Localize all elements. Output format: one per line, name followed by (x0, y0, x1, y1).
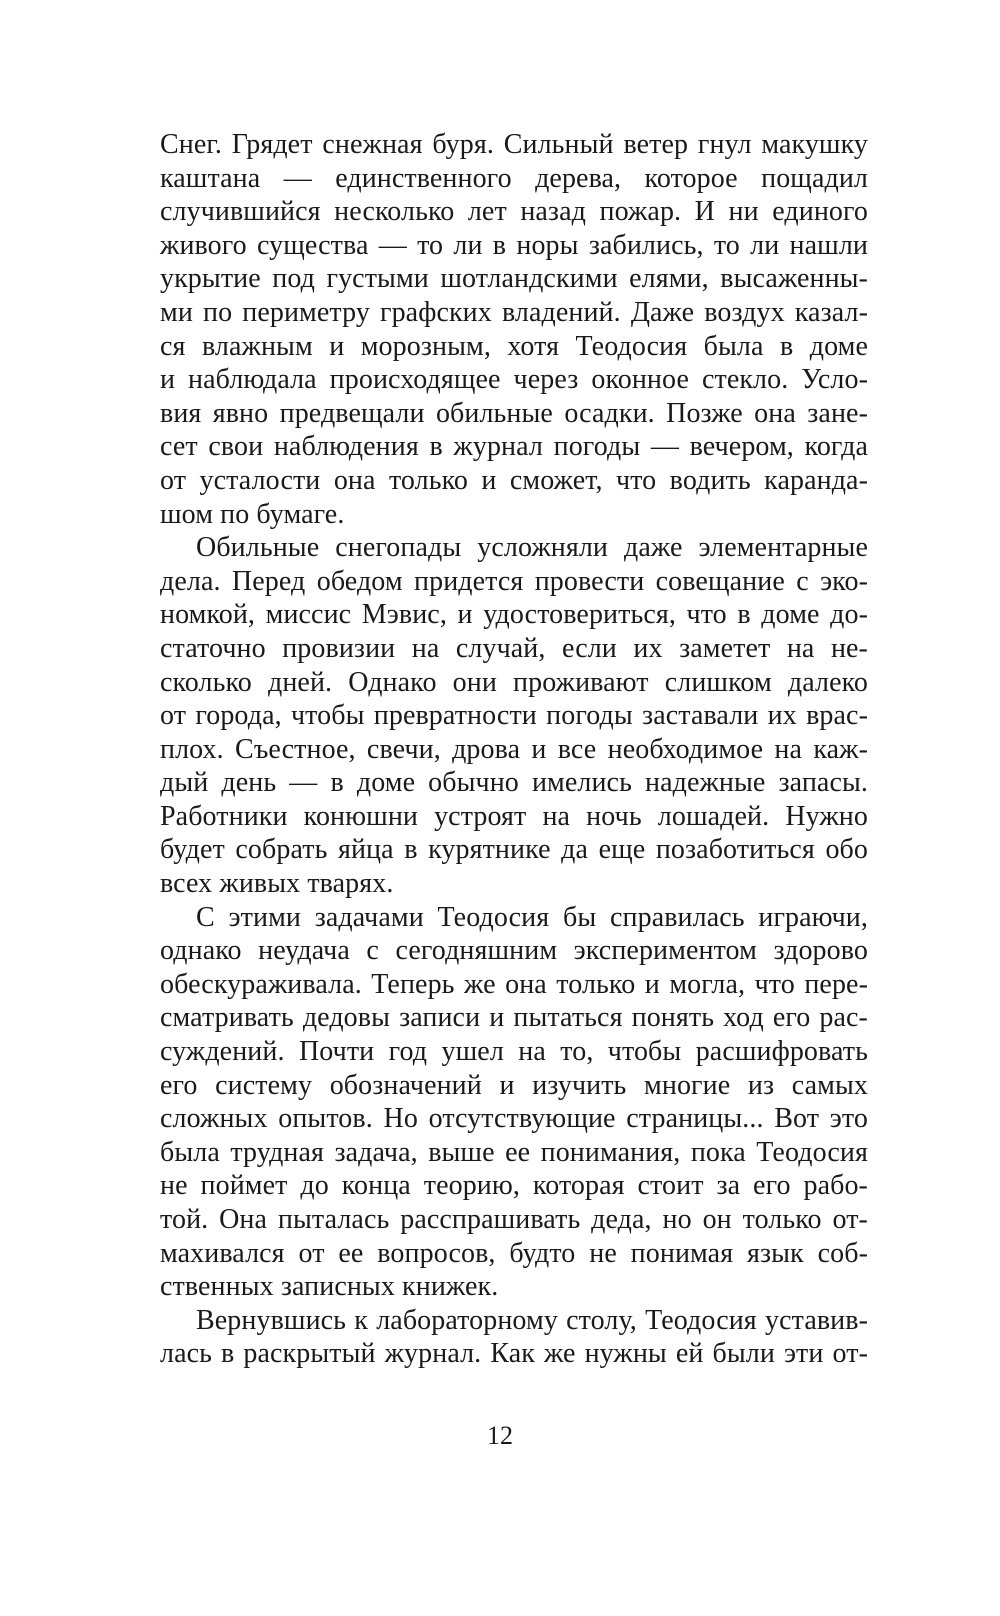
text-line: ся влажным и морозным, хотя Теодосия была в доме (160, 330, 868, 362)
text-line: вия явно предвещали обильные осадки. Позже она зане- (160, 397, 868, 429)
text-line: Обильные снегопады усложняли даже элементарные (196, 532, 868, 564)
text-line: каштана — единственного дерева, которое пощадил (160, 162, 868, 194)
text-line: случившийся несколько лет назад пожар. И ни единого (160, 196, 868, 228)
text-line: всех живых тварях. (160, 868, 394, 900)
text-line: шом по бумаге. (160, 498, 345, 530)
text-line: сложных опытов. Но отсутствующие страницы... Вот это (160, 1103, 868, 1135)
text-line: плох. Съестное, свечи, дрова и все необходимое на каж- (160, 733, 868, 765)
text-line: сколько дней. Однако они проживают слишком далеко (160, 666, 868, 698)
page-number: 12 (487, 1421, 513, 1450)
text-line: статочно провизии на случай, если их заметет на не- (160, 632, 868, 664)
text-line: от города, чтобы превратности погоды заставали их врас- (160, 700, 868, 732)
text-line: живого существа — то ли в норы забились, то ли нашли (160, 229, 868, 261)
text-line: обескураживала. Теперь же она только и могла, что пере- (160, 968, 868, 1000)
text-line: С этими задачами Теодосия бы справилась играючи, (196, 901, 868, 933)
body-text (160, 128, 868, 1371)
text-line: дый день — в доме обычно имелись надежные запасы. (160, 767, 868, 799)
text-line: суждений. Почти год ушел на то, чтобы расшифровать (160, 1036, 868, 1068)
text-line: укрытие под густыми шотландскими елями, высаженны- (160, 263, 868, 295)
text-line: Снег. Грядет снежная буря. Сильный ветер гнул макушку (160, 129, 868, 160)
text-line: ственных записных книжек. (160, 1271, 499, 1303)
text-line: не поймет до конца теорию, которая стоит за его рабо- (160, 1170, 868, 1202)
text-line: однако неудача с сегодняшним экспериментом здорово (160, 935, 868, 967)
text-line: от усталости она только и сможет, что водить каранда- (160, 464, 868, 496)
text-line: ми по периметру графских владений. Даже воздух казал- (160, 296, 868, 328)
text-line: будет собрать яйца в курятнике да еще позаботиться обо (160, 834, 868, 866)
text-line: дела. Перед обедом придется провести совещание с эко- (160, 565, 868, 597)
text-line: Вернувшись к лабораторному столу, Теодосия уставив- (196, 1304, 868, 1336)
text-line: лась в раскрытый журнал. Как же нужны ей были эти от- (160, 1338, 868, 1370)
text-line: его систему обозначений и изучить многие из самых (160, 1069, 868, 1101)
text-line: махивался от ее вопросов, будто не понимая язык соб- (160, 1237, 868, 1269)
text-line: и наблюдала происходящее через оконное стекло. Усло- (160, 364, 868, 396)
text-line: той. Она пыталась расспрашивать деда, но он только от- (160, 1204, 868, 1235)
text-line: номкой, миссис Мэвис, и удостовериться, что в доме до- (160, 599, 868, 631)
text-line: сматривать дедовы записи и пытаться понять ход его рас- (160, 1002, 868, 1034)
text-line: сет свои наблюдения в журнал погоды — вечером, когда (160, 431, 868, 463)
text-line: Работники конюшни устроят на ночь лошадей. Нужно (160, 800, 868, 832)
text-line: была трудная задача, выше ее понимания, пока Теодосия (160, 1136, 868, 1168)
